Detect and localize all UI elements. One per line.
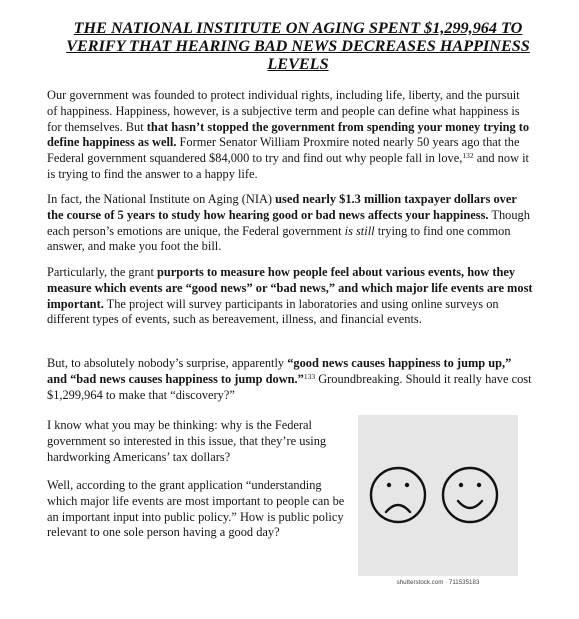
p4-text-2: Groundbreaking. Should it really have cost $1,299,964 to make that “discovery?” bbox=[47, 371, 532, 402]
p1-text-1: Our government was founded to protect individual rights, including life, liberty, and the pursuit of happiness. Happiness, however, is a subjective term and people can define what happiness is for themselves. But bbox=[47, 88, 520, 134]
paragraph-4 bbox=[47, 356, 533, 403]
p5-text-1: I know what you may be thinking: why is the Federal government so interested in this issue, that they’re using hardworking Americans’ tax dollars? bbox=[47, 418, 327, 464]
document-title: THE NATIONAL INSTITUTE ON AGING SPENT $1,299,964 TO VERIFY THAT HEARING BAD NEWS DECREASES HAPPINESS LEVELS bbox=[66, 19, 530, 73]
p2-text-1: In fact, the National Institute on Aging (NIA) bbox=[47, 192, 276, 206]
happy-face-icon bbox=[443, 468, 497, 522]
footnote-marker-133: 133 bbox=[303, 371, 316, 381]
p3-text-2: The project will survey participants in laboratories and using online surveys on different types of events, such as bereavement, illness, and financial events. bbox=[47, 296, 499, 327]
image-credit-watermark: shutterstock.com · 711535183 bbox=[396, 579, 480, 586]
emoji-faces-image bbox=[358, 415, 518, 576]
p3-bold-1: purports to measure how people feel about various events, how they measure which events are “good news” or “bad news,” and which major life events are most important. bbox=[47, 265, 533, 311]
p2-text-2: Though each person’s emotions are unique, the Federal government bbox=[47, 207, 530, 238]
p2-text-3: trying to find one common answer, and make you foot the bill. bbox=[47, 223, 511, 254]
p1-bold-1: that hasn’t stopped the government from spending your money trying to define happiness as well. bbox=[47, 119, 530, 150]
paragraph-2 bbox=[47, 192, 533, 255]
p3-text-1: Particularly, the grant bbox=[47, 265, 157, 279]
paragraph-6 bbox=[47, 478, 347, 541]
paragraph-5 bbox=[47, 418, 347, 465]
faces-illustration bbox=[358, 415, 518, 576]
paragraph-3 bbox=[47, 265, 533, 328]
p1-text-3: and now it is trying to find the answer to a happy life. bbox=[47, 151, 530, 181]
p4-text-1: But, to absolutely nobody’s surprise, apparently bbox=[47, 356, 288, 370]
p1-text-2: Former Senator William Proxmire noted nearly 50 years ago that the Federal government squandered $84,000 to try and find out why people fall in love, bbox=[47, 135, 520, 166]
footnote-marker-132: 132 bbox=[462, 151, 474, 161]
sad-face-icon bbox=[371, 468, 425, 522]
p2-italic-1: is still bbox=[344, 223, 375, 238]
p2-bold-1: used nearly $1.3 million taxpayer dollars over the course of 5 years to study how hearing good or bad news affects your happiness. bbox=[47, 192, 517, 222]
paragraph-1 bbox=[47, 88, 533, 183]
p6-text-1: Well, according to the grant application “understanding which major life events are most important to people can be an important input into public policy.” How is public policy relevant to one sole person having a good day? bbox=[47, 478, 345, 540]
p4-bold-1: “good news causes happiness to jump up,” and “bad news causes happiness to jump down.” bbox=[47, 356, 512, 386]
